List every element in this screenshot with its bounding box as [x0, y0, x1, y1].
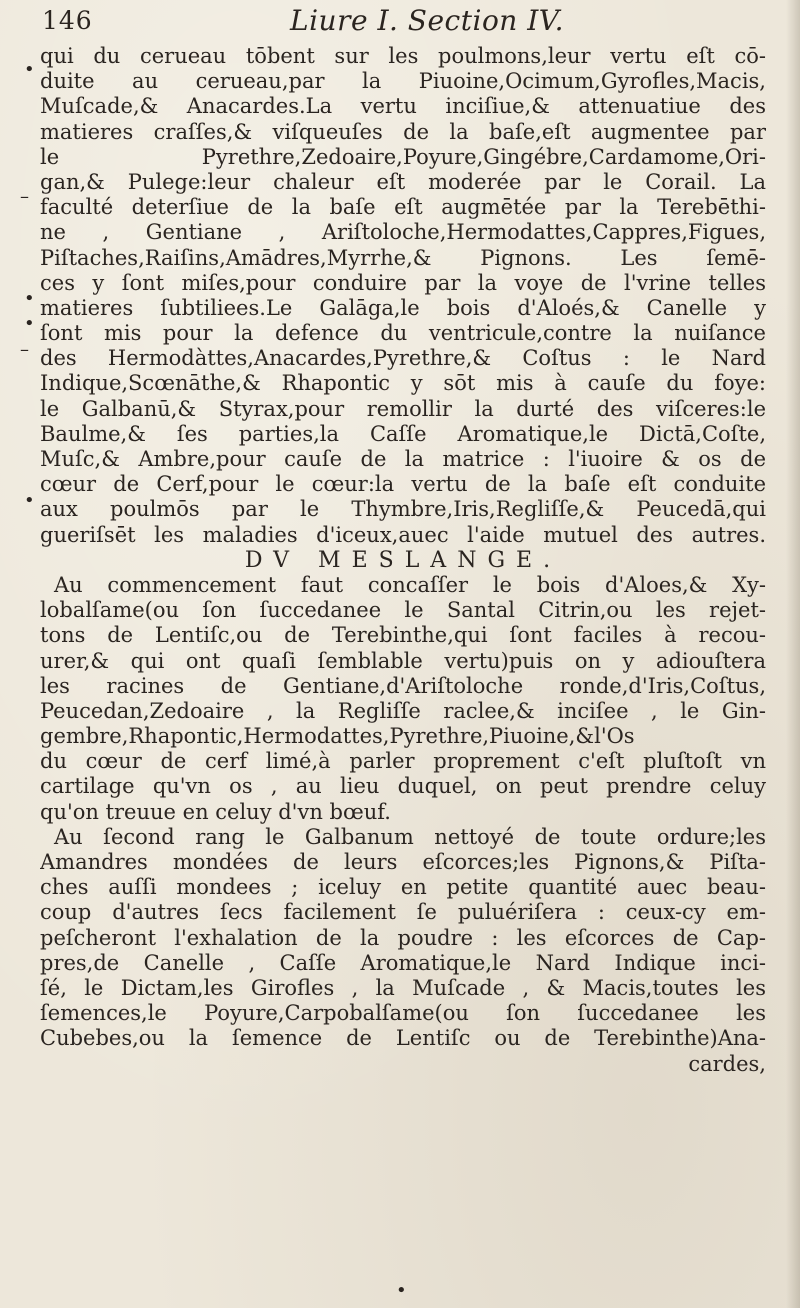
- catchword: cardes,: [688, 1051, 766, 1076]
- text-line: Peucedan,Zedoaire , la Regliſſe raclee,& inciſee , le Gin-: [40, 698, 766, 723]
- margin-dot: •: [24, 313, 35, 334]
- text-line: duite au cerueau,par la Piuoine,Ocimum,Gyrofles,Macis,: [40, 69, 766, 94]
- text-line: ne , Gentiane , Ariſtoloche,Hermodattes,Cappres,Figues,: [40, 220, 766, 245]
- margin-dot: •: [24, 59, 35, 80]
- text-line: matieres ſubtiliees.Le Galāga,le bois d'Aloés,& Canelle y: [40, 295, 766, 320]
- text-line: aux poulmōs par le Thymbre,Iris,Regliſſe,& Peucedā,qui: [40, 497, 766, 522]
- text-line: urer,& qui ont quaſi ſemblable vertu)puis on y adiouſtera: [40, 648, 766, 673]
- text-line: Piſtaches,Raiſins,Amādres,Myrrhe,& Pignons. Les ſemē-: [40, 245, 766, 270]
- paragraph-2: [40, 573, 766, 825]
- text-line: le Galbanū,& Styrax,pour remollir la durté des viſceres:le: [40, 396, 766, 421]
- text-line: gembre,Rhapontic,Hermodattes,Pyrethre,Piuoine,&l'Os: [40, 724, 635, 749]
- running-head: [42, 4, 762, 40]
- margin-dash: –: [20, 186, 29, 207]
- text-line: peſcheront l'exhalation de la poudre : les eſcorces de Cap-: [40, 925, 766, 950]
- page-edge-shadow: [786, 0, 800, 1308]
- text-line: pres,de Canelle , Caſſe Aromatique,le Nard Indique inci-: [40, 950, 766, 975]
- text-line: qui du cerueau tōbent sur les poulmons,leur vertu eſt cō-: [40, 44, 766, 68]
- text-line: les racines de Gentiane,d'Ariſtoloche ronde,d'Iris,Coſtus,: [40, 673, 766, 698]
- text-line: coup d'autres ſecs facilement ſe puluériſera : ceux-cy em-: [40, 900, 766, 925]
- text-line: gueriſsēt les maladies d'iceux,auec l'aide mutuel des autres.: [40, 522, 766, 547]
- text-line: ches auſſi mondees ; iceluy en petite quantité auec beau-: [40, 875, 766, 900]
- text-line: qu'on treuue en celuy d'vn bœuf.: [40, 799, 391, 824]
- text-line: cœur de Cerf,pour le cœur:la vertu de la baſe eſt conduite: [40, 472, 766, 497]
- text-line: Baulme,& ſes parties,la Caſſe Aromatique,le Dictā,Coſte,: [40, 421, 766, 446]
- text-line: matieres craſſes,& viſqueuſes de la baſe,eſt augmentee par: [40, 119, 766, 144]
- margin-dot: •: [24, 288, 35, 309]
- margin-dot: •: [396, 1280, 407, 1301]
- text-line: Muſc,& Ambre,pour cauſe de la matrice : l'iuoire & os de: [40, 447, 766, 471]
- text-line: ſemences,le Poyure,Carpobalſame(ou ſon ſuccedanee les: [40, 1001, 766, 1026]
- text-line: du cœur de cerf limé,à parler proprement c'eſt pluſtoſt vn: [40, 749, 766, 774]
- text-line: lobalſame(ou ſon ſuccedanee le Santal Citrin,ou les rejet-: [40, 598, 766, 623]
- text-line: Indique,Scœnāthe,& Rhapontic y sōt mis à cauſe du foye:: [40, 371, 766, 396]
- paragraph-3: [40, 825, 766, 1052]
- text-line: Au commencement faut concaſſer le bois d'Aloes,& Xy-: [54, 572, 766, 597]
- section-heading: DV MESLANGE.: [244, 547, 562, 573]
- text-line: gan,& Pulege:leur chaleur eſt moderée par le Corail. La: [40, 169, 766, 194]
- running-title: Liure I. Section IV.: [290, 4, 565, 37]
- margin-dot: •: [24, 490, 35, 511]
- paragraph-1: [40, 44, 766, 548]
- text-line: cartilage qu'vn os , au lieu duquel, on peut prendre celuy: [40, 774, 766, 799]
- text-line: ces y ſont miſes,pour conduire par la voye de l'vrine telles: [40, 270, 766, 295]
- text-line: Cubebes,ou la ſemence de Lentiſc ou de Terebinthe)Ana-: [40, 1026, 766, 1051]
- text-line: ſé, le Dictam,les Girofles , la Muſcade , & Macis,toutes les: [40, 975, 766, 1000]
- text-line: Muſcade,& Anacardes.La vertu inciſiue,& attenuatiue des: [40, 94, 766, 119]
- text-line: Amandres mondées de leurs eſcorces;les Pignons,& Piſta-: [40, 850, 766, 874]
- page-number: 146: [42, 6, 93, 35]
- text-line: faculté deterſiue de la baſe eſt augmētée par la Terebēthi-: [40, 195, 766, 220]
- body-text: [40, 44, 766, 1077]
- text-line: ſont mis pour la defence du ventricule,contre la nuiſance: [40, 321, 766, 346]
- text-line: Au ſecond rang le Galbanum nettoyé de toute ordure;les: [54, 824, 766, 849]
- text-line: le Pyrethre,Zedoaire,Poyure,Gingébre,Cardamome,Ori-: [40, 144, 766, 169]
- text-line: des Hermodàttes,Anacardes,Pyrethre,& Coſtus : le Nard: [40, 346, 766, 371]
- text-line: tons de Lentiſc,ou de Terebinthe,qui ſont faciles à recou-: [40, 623, 766, 648]
- margin-dash: –: [20, 339, 29, 360]
